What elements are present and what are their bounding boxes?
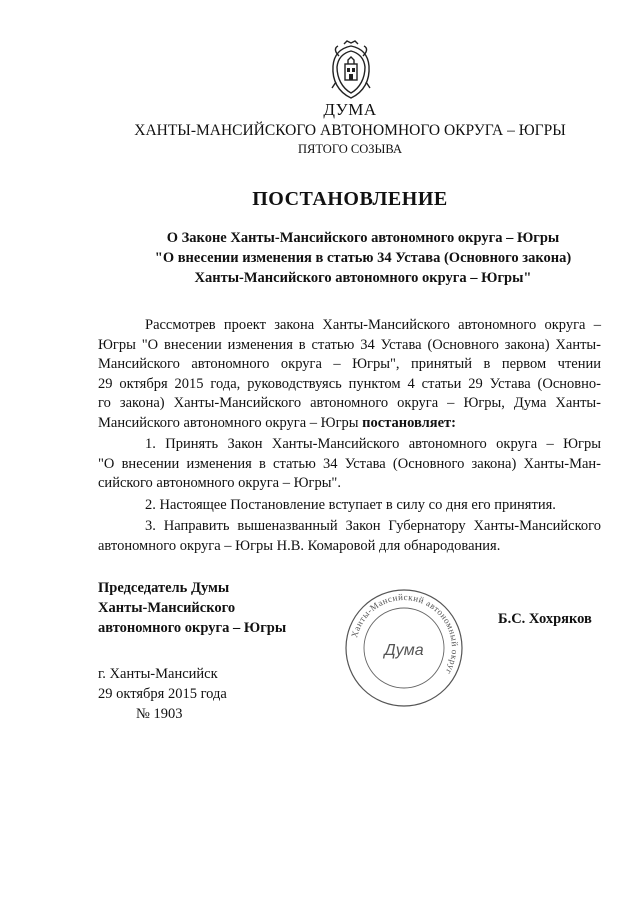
item-1-line: 1. Принять Закон Ханты-Мансийского автономного округа – Югры <box>145 436 601 452</box>
city: г. Ханты-Мансийск <box>98 666 218 682</box>
item-2: 2. Настоящее Постановление вступает в силу со дня его принятия. <box>145 496 556 513</box>
preamble-line: Рассмотрев проект закона Ханты-Мансийского автономного округа – <box>145 317 601 333</box>
document-number: № 1903 <box>136 706 183 722</box>
signatory-title <box>98 578 286 638</box>
date: 29 октября 2015 года <box>98 686 227 702</box>
preamble-line: Югры "О внесении изменения в статью 34 Устава (Основного закона) Ханты- <box>98 336 601 353</box>
signatory-name: Б.С. Хохряков <box>498 611 592 627</box>
subject-line: "О внесении изменения в статью 34 Устава (Основного закона) <box>154 250 572 266</box>
document-type-title: ПОСТАНОВЛЕНИЕ <box>252 188 448 210</box>
subject-line: Ханты-Мансийского автономного округа – Югры" <box>194 270 532 286</box>
place-and-date <box>98 664 227 724</box>
subject-line: О Законе Ханты-Мансийского автономного округа – Югры <box>166 230 560 246</box>
signatory-title-line: автономного округа – Югры <box>98 620 287 636</box>
duma-heading: ДУМА <box>323 100 377 119</box>
item-3-line: 3. Направить вышеназванный Закон Губернатору Ханты-Мансийского <box>145 518 601 534</box>
preamble-paragraph <box>98 316 601 433</box>
resolution-items <box>98 435 601 556</box>
official-stamp <box>340 584 468 712</box>
preamble-line: 29 октября 2015 года, руководствуясь пунктом 4 статьи 29 Устава (Основно- <box>98 375 601 392</box>
convocation-heading: ПЯТОГО СОЗЫВА <box>297 142 403 156</box>
preamble-last-line <box>98 414 601 434</box>
preamble-text: Мансийского автономного округа – Югры <box>98 414 359 431</box>
stamp-ring-text: Ханты-Мансийский автономный округ <box>349 591 461 677</box>
item-1-line: "О внесении изменения в статью 34 Устава (Основного закона) Ханты-Ман- <box>98 455 601 472</box>
preamble-line: го закона) Ханты-Мансийского автономного округа – Югры, Дума Ханты- <box>98 395 601 411</box>
item-1-line: сийского автономного округа – Югры". <box>98 475 341 491</box>
signatory-title-line: Ханты-Мансийского <box>98 600 236 616</box>
signatory-title-line: Председатель Думы <box>98 580 230 596</box>
item-3-line: автономного округа – Югры Н.В. Комаровой для обнародования. <box>98 537 501 554</box>
okrug-heading: ХАНТЫ-МАНСИЙСКОГО АВТОНОМНОГО ОКРУГА – ЮГРЫ <box>134 122 566 139</box>
preamble-keyword: постановляет: <box>362 414 456 431</box>
preamble-line: Мансийского автономного округа – Югры", принятый в первом чтении <box>98 356 601 372</box>
document-subject <box>0 228 640 288</box>
stamp-center-text: Дума <box>384 642 424 659</box>
coat-of-arms-icon <box>326 40 376 102</box>
